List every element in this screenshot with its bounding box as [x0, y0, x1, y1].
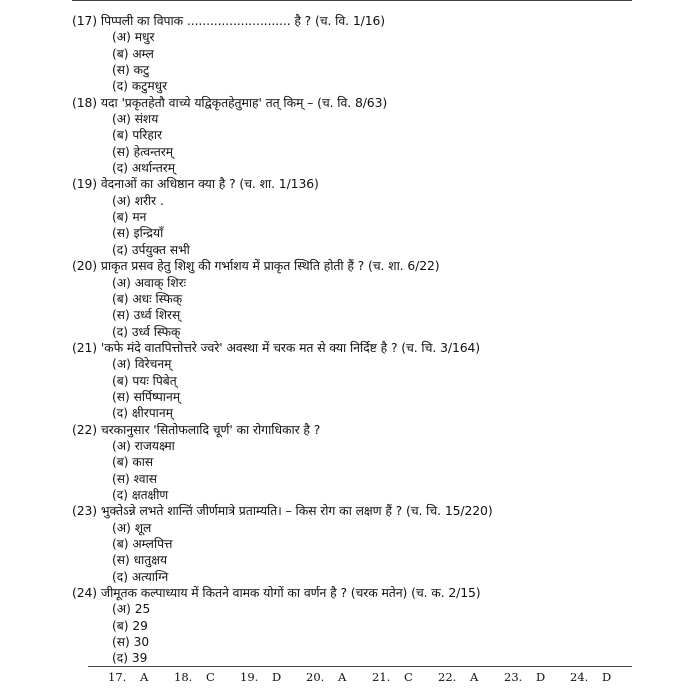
- option-c: (स) हेत्वन्तरम्: [112, 144, 174, 159]
- question-17: [72, 13, 642, 95]
- option-a: (अ) शूल: [112, 520, 152, 535]
- option-d: (द) 39: [112, 651, 148, 666]
- option-b: (ब) पयः पिबेत्: [112, 373, 177, 388]
- answer-18: 18. C: [174, 670, 215, 684]
- option-c: (स) उर्ध्व शिरस्: [112, 308, 181, 323]
- answer-17: 17. A: [108, 670, 149, 684]
- question-24: [72, 585, 642, 667]
- answer-24: 24. D: [570, 670, 612, 684]
- question-text: (18) यदा 'प्रकृतहेतौ वाच्ये यद्विकृतहेतुमाह' तत् किम् – (च. वि. 8/63): [72, 94, 388, 110]
- answer-22: 22. A: [438, 670, 479, 684]
- question-text: (23) भुक्तेऽन्ने लभते शान्तिं जीर्णमात्रे प्रताम्यति। – किस रोग का लक्षण हैं ? (च. चि. 15/220): [72, 503, 493, 519]
- option-d: (द) कटुमधुर: [112, 79, 168, 94]
- option-c: (स) कटु: [112, 63, 150, 78]
- question-20: [72, 258, 642, 340]
- option-c: (स) इन्द्रियॉं: [112, 226, 164, 241]
- option-a: (अ) संशय: [112, 112, 159, 127]
- option-c: (स) 30: [112, 635, 150, 650]
- question-21: [72, 340, 642, 422]
- question-22: [72, 422, 642, 504]
- option-a: (अ) विरेचनम्: [112, 357, 172, 372]
- option-a: (अ) अवाक् शिरः: [112, 275, 187, 290]
- option-b: (ब) अम्ल: [112, 46, 154, 61]
- option-c: (स) श्वास: [112, 471, 157, 486]
- option-d: (द) क्षीरपानम्: [112, 406, 173, 421]
- option-b: (ब) अधः स्फिक्: [112, 291, 183, 306]
- option-b: (ब) 29: [112, 618, 148, 633]
- option-d: (द) उर्ध्व स्फिक्: [112, 324, 181, 339]
- option-c: (स) धातुक्षय: [112, 553, 168, 568]
- option-b: (ब) मन: [112, 210, 147, 225]
- answer-key: [88, 670, 632, 684]
- question-text: (24) जीमूतक कल्पाध्याय में कितने वामक योगों का वर्णन है ? (चरक मतेन) (च. क. 2/15): [72, 585, 481, 601]
- option-b: (ब) परिहार: [112, 128, 163, 143]
- question-text: (19) वेदनाओं का अधिष्ठान क्या है ? (च. शा. 1/136): [72, 176, 319, 192]
- question-19: [72, 176, 642, 258]
- option-d: (द) क्षतक्षीण: [112, 487, 169, 502]
- answer-21: 21. C: [372, 670, 413, 684]
- question-18: [72, 95, 642, 177]
- option-a: (अ) 25: [112, 602, 151, 617]
- option-d: (द) अत्याग्नि: [112, 569, 169, 584]
- option-a: (अ) शरीर .: [112, 193, 164, 208]
- option-c: (स) सर्पिष्पानम्: [112, 389, 180, 404]
- question-text: (20) प्राकृत प्रसव हेतु शिशु की गर्भाशय में प्राकृत स्थिति होती हैं ? (च. शा. 6/22): [72, 258, 440, 274]
- question-text: (21) 'कफे मंदे वातपित्तोत्तरे ज्वरे' अवस्था में चरक मत से क्या निर्दिष्ट है ? (च. चि. 3/164): [72, 339, 481, 355]
- answer-19: 19. D: [240, 670, 282, 684]
- option-a: (अ) राजयक्ष्मा: [112, 438, 175, 453]
- question-text: (22) चरकानुसार 'सितोफलादि चूर्ण' का रोगाधिकार है ?: [72, 421, 321, 437]
- option-a: (अ) मधुर: [112, 30, 155, 45]
- question-text: (17) पिप्पली का विपाक ........................... है ? (च. वि. 1/16): [72, 13, 386, 28]
- option-d: (द) उर्पयुक्त सभी: [112, 242, 190, 257]
- answer-23: 23. D: [504, 670, 546, 684]
- question-list: [72, 13, 642, 667]
- question-23: [72, 503, 642, 585]
- option-b: (ब) अम्लपित्त: [112, 537, 173, 551]
- option-d: (द) अर्थान्तरम्: [112, 161, 176, 176]
- answer-20: 20. A: [306, 670, 347, 684]
- answer-key-divider: [88, 666, 632, 667]
- option-b: (ब) कास: [112, 455, 154, 470]
- top-divider: [72, 0, 632, 1]
